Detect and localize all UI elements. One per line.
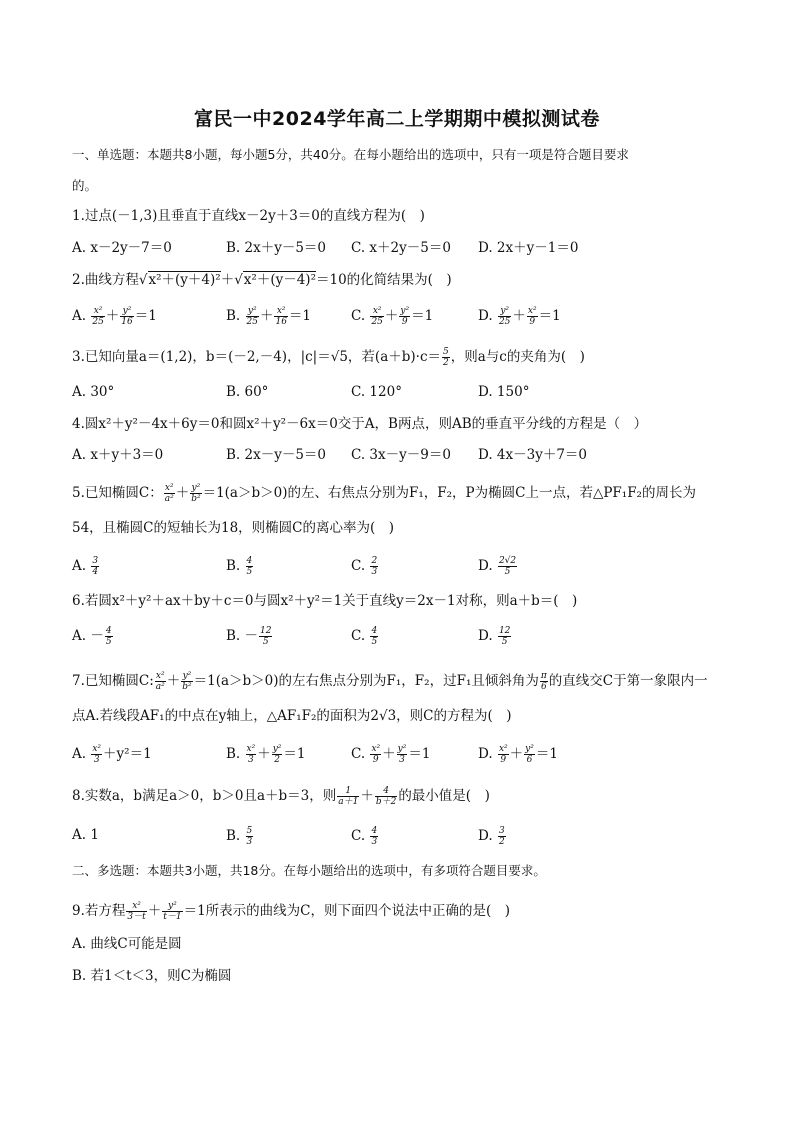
q3-option-c: C. 120° [351, 384, 402, 400]
section-1-heading: 一、单选题：本题共8小题，每小题5分，共40分。在每小题给出的选项中，只有一项是符合题目要求 [72, 147, 629, 162]
section-2-heading: 二、多选题：本题共3小题，共18分。在每小题给出的选项中，有多项符合题目要求。 [72, 863, 546, 878]
fraction: $\frac{1}{a+1}$ [338, 786, 359, 807]
sqrt-symbol: √ [234, 272, 243, 288]
section-1-heading-cont: 的。 [72, 178, 98, 193]
q7-option-a: A. $\frac{\text{x²}}{3}$ ＋y²＝1 [72, 744, 152, 765]
q9-option-b: B. 若1＜t＜3，则C为椭圆 [72, 968, 232, 984]
fraction: $\frac{\text{x²}}{\text{a²}}$ [164, 483, 174, 504]
fraction: $\frac{4}{5}$ [105, 626, 112, 647]
q8-option-b: B. $\frac{5}{3}$ [226, 826, 253, 847]
question-9-stem: 9.若方程 $\frac{\text{x²}}{3-t}$ ＋ $\frac{\text{y²}}{t-1}$ ＝1所表示的曲线为C，则下面四个说法中正确的是( ) [72, 901, 511, 922]
q2-option-b: B. $\frac{\text{y²}}{25}$ ＋ $\frac{\text{x²}}{16}$ ＝1 [226, 306, 312, 327]
q7-option-d: D. $\frac{\text{x²}}{9}$ ＋ $\frac{\text{y²}}{6}$ ＝1 [478, 744, 558, 765]
q6-option-b: B. － $\frac{12}{5}$ [226, 626, 272, 647]
fraction: $\frac{\text{x²}}{9}$ [498, 744, 508, 765]
q4-option-d: D. 4x－3y＋7＝0 [478, 447, 588, 463]
fraction: $\frac{\text{x²}}{25}$ [92, 306, 104, 327]
q6-option-c: C. $\frac{4}{5}$ [351, 626, 378, 647]
q5-option-b: B. $\frac{4}{5}$ [226, 556, 253, 577]
option-label: C. [351, 308, 366, 324]
fraction: $\frac{\text{y²}}{25}$ [498, 306, 511, 327]
q9-stem-post: ＝1所表示的曲线为C，则下面四个说法中正确的是( ) [183, 903, 511, 919]
question-7-stem: 7.已知椭圆C: $\frac{\text{x²}}{\text{a²}}$ ＋ $\frac{\text{y²}}{\text{b²}}$ ＝1(a＞b＞0)的左右焦点分别为F₁，F₂，过F₁且倾斜角为 $\frac{\pi}{6}$ 的直线交C于第一象限内一 [72, 671, 708, 692]
question-6-stem: 6.若圆x²＋y²＋ax＋by＋c＝0与圆x²＋y²＝1关于直线y＝2x－1对称，则a＋b＝( ) [72, 593, 578, 609]
q2-radicand-1: x²＋(y＋4)² [148, 272, 221, 288]
fraction: $\frac{\text{x²}}{\text{a²}}$ [155, 671, 165, 692]
fraction: $\frac{\text{x²}}{16}$ [275, 306, 287, 327]
q3-option-a: A. 30° [72, 384, 115, 400]
q4-option-a: A. x＋y＋3＝0 [72, 447, 164, 463]
fraction: $\frac{\text{x²}}{3-t}$ [127, 901, 146, 922]
q1-option-d: D. 2x＋y－1＝0 [478, 240, 579, 256]
q5-stem-pre: 5.已知椭圆C： [72, 485, 163, 501]
question-5-stem: 5.已知椭圆C： $\frac{\text{x²}}{\text{a²}}$ ＋ $\frac{\text{y²}}{\text{b²}}$ ＝1(a＞b＞0)的左、右焦点分别为F₁，F₂，P为椭圆C上一点，若△PF₁F₂的周长为 [72, 483, 696, 504]
q3-stem-pre: 3.已知向量a＝(1,2)，b＝(－2,－4)，|c|＝√5，若(a＋b)·c＝ [72, 349, 442, 365]
fraction: $\frac{\text{y²}}{2}$ [272, 744, 282, 765]
q8-option-d: D. $\frac{3}{2}$ [478, 826, 505, 847]
q1-option-b: B. 2x＋y－5＝0 [226, 240, 327, 256]
question-8-stem: 8.实数a，b满足a＞0，b＞0且a＋b＝3，则 $\frac{1}{a+1}$ ＋ $\frac{4}{b+2}$ 的最小值是( ) [72, 786, 490, 807]
fraction: $\frac{2}{3}$ [371, 556, 378, 577]
question-5-stem-cont: 54，且椭圆C的短轴长为18，则椭圆C的离心率为( ) [72, 520, 395, 536]
question-3-stem [72, 347, 585, 368]
fraction: $\frac{4}{b+2}$ [375, 786, 397, 807]
fraction: $\frac{3}{4}$ [92, 556, 99, 577]
option-label: B. [226, 308, 241, 324]
q5-option-a: A. $\frac{3}{4}$ [72, 556, 99, 577]
option-label: D. [478, 308, 493, 324]
question-4-stem: 4.圆x²＋y²－4x＋6y＝0和圆x²＋y²－6x＝0交于A，B两点，则AB的垂直平分线的方程是（ ） [72, 416, 648, 432]
q7-stem-mid: ＝1(a＞b＞0)的左右焦点分别为F₁，F₂，过F₁且倾斜角为 [193, 673, 539, 689]
q5-option-c: C. $\frac{2}{3}$ [351, 556, 378, 577]
fraction: $\frac{4}{3}$ [371, 826, 378, 847]
fraction: $\frac{\text{y²}}{\text{b²}}$ [191, 483, 201, 504]
fraction: $\frac{12}{5}$ [498, 626, 511, 647]
fraction: $\frac{2√2}{5}$ [498, 556, 517, 577]
q7-stem-post: 的直线交C于第一象限内一 [548, 673, 708, 689]
fraction: $\frac{\text{x²}}{25}$ [371, 306, 383, 327]
fraction: $\frac{\text{x²}}{3}$ [92, 744, 102, 765]
fraction: $\frac{\text{x²}}{9}$ [527, 306, 537, 327]
q7-stem-pre: 7.已知椭圆C: [72, 673, 154, 689]
question-1-stem: 1.过点(－1,3)且垂直于直线x－2y＋3＝0的直线方程为( ) [72, 208, 425, 224]
q2-option-c: C. $\frac{\text{x²}}{25}$ ＋ $\frac{\text{y²}}{9}$ ＝1 [351, 306, 434, 327]
q1-option-c: C. x＋2y－5＝0 [351, 240, 451, 256]
fraction: $\frac{\text{y²}}{6}$ [525, 744, 534, 765]
q6-option-d: D. $\frac{12}{5}$ [478, 626, 511, 647]
q8-option-a: A. 1 [72, 827, 99, 843]
fraction: $\frac{\text{y²}}{3}$ [397, 744, 407, 765]
q8-stem-pre: 8.实数a，b满足a＞0，b＞0且a＋b＝3，则 [72, 788, 337, 804]
fraction: $\frac{3}{2}$ [498, 826, 505, 847]
fraction: $\frac{4}{5}$ [371, 626, 378, 647]
q2-stem-post: ＝10的化简结果为( ) [315, 272, 452, 288]
q5-stem-post: ＝1(a＞b＞0)的左、右焦点分别为F₁，F₂，P为椭圆C上一点，若△PF₁F₂的周长为 [202, 485, 696, 501]
q7-option-b: B. $\frac{\text{x²}}{3}$ ＋ $\frac{\text{y²}}{2}$ ＝1 [226, 744, 306, 765]
fraction: $\frac{4}{5}$ [246, 556, 253, 577]
option-label: A. [72, 308, 87, 324]
fraction: $\frac{\text{x²}}{3}$ [246, 744, 256, 765]
q8-stem-post: 的最小值是( ) [398, 788, 490, 804]
q2-stem-pre: 2.曲线方程 [72, 272, 139, 288]
q2-radicand-2: x²＋(y－4)² [243, 272, 316, 288]
q7-option-c: C. $\frac{\text{x²}}{9}$ ＋ $\frac{\text{y²}}{3}$ ＝1 [351, 744, 431, 765]
question-7-stem-cont: 点A.若线段AF₁的中点在y轴上，△AF₁F₂的面积为2√3，则C的方程为( ) [72, 708, 512, 724]
q8-option-c: C. $\frac{4}{3}$ [351, 826, 378, 847]
q3-option-b: B. 60° [226, 384, 269, 400]
q2-option-d: D. $\frac{\text{y²}}{25}$ ＋ $\frac{\text{x²}}{9}$ ＝1 [478, 306, 561, 327]
sqrt-symbol: √ [138, 272, 148, 288]
q5-option-d: D. $\frac{2√2}{5}$ [478, 556, 517, 577]
q9-stem-pre: 9.若方程 [72, 903, 126, 919]
q2-option-a: A. $\frac{\text{x²}}{25}$ ＋ $\frac{\text{y²}}{16}$ ＝1 [72, 306, 157, 327]
fraction: $\frac{\pi}{6}$ [540, 671, 547, 692]
q3-option-d: D. 150° [478, 384, 530, 400]
fraction: $\frac{\text{y²}}{9}$ [400, 306, 410, 327]
fraction: $\frac{\text{y²}}{16}$ [121, 306, 133, 327]
question-2-stem: 2.曲线方程√x²＋(y＋4)²＋√x²＋(y－4)²＝10的化简结果为( ) [72, 272, 452, 288]
q4-option-c: C. 3x－y－9＝0 [351, 447, 451, 463]
q1-option-a: A. x－2y－7＝0 [72, 240, 172, 256]
fraction: $\frac{\text{y²}}{\text{b²}}$ [182, 671, 192, 692]
fraction: $\frac{5}{2}$ [443, 347, 449, 368]
q3-stem-post: ，则a与c的夹角为( ) [450, 349, 585, 365]
q9-option-a: A. 曲线C可能是圆 [72, 936, 182, 952]
fraction: $\frac{\text{y²}}{t-1}$ [163, 901, 182, 922]
q4-option-b: B. 2x－y－5＝0 [226, 447, 327, 463]
fraction: $\frac{\text{y²}}{25}$ [246, 306, 258, 327]
fraction: $\frac{5}{3}$ [246, 826, 253, 847]
fraction: $\frac{12}{5}$ [260, 626, 272, 647]
fraction: $\frac{\text{x²}}{9}$ [371, 744, 381, 765]
q6-option-a: A. － $\frac{4}{5}$ [72, 626, 112, 647]
page-title: 富民一中2024学年高二上学期期中模拟测试卷 [194, 108, 600, 130]
